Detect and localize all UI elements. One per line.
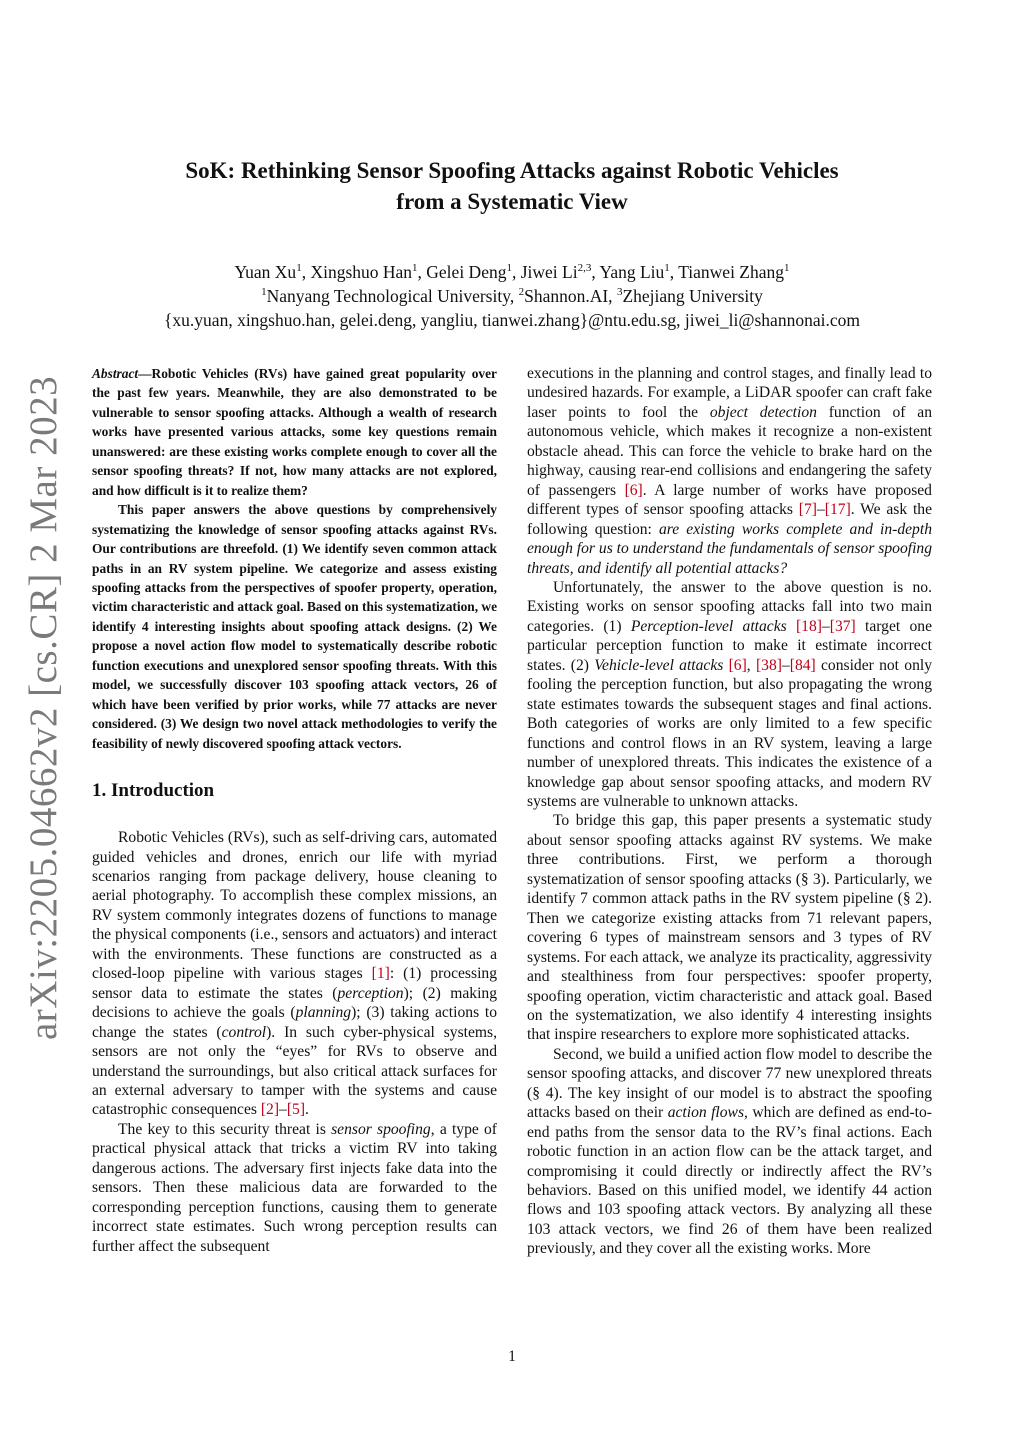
intro-paragraph-1 — [92, 828, 497, 1120]
intro-paragraph-3 — [527, 364, 932, 578]
author-affiliations — [0, 284, 1024, 308]
citation-link[interactable]: [17] — [824, 501, 851, 519]
right-column — [527, 364, 932, 1259]
citation-link[interactable]: [84] — [789, 656, 816, 674]
text-run: Robotic Vehicles (RVs), such as self-driving cars, automated guided vehicles and drones, enrich our life with myriad scenarios ranging from package delivery, house cleaning to aerial photography. To accomplish these complex missions, an RV system commonly integrates dozens of functions to manage the physical components (i.e., sensors and actuators) and interact with the environments. These functions are constructed as a closed-loop pipeline with various stages — [92, 829, 497, 983]
emphasis: Perception-level attacks — [630, 617, 787, 635]
emphasis: sensor spoofing — [331, 1120, 431, 1138]
emphasis: control — [221, 1023, 267, 1041]
abstract-paragraph-1 — [92, 364, 497, 500]
author-names — [0, 260, 1024, 284]
citation-link[interactable]: [5] — [286, 1101, 306, 1119]
intro-paragraph-2 — [92, 1120, 497, 1256]
author-block — [0, 260, 1024, 332]
author-affiliation-mark: 1 — [296, 262, 302, 274]
abstract-label: Abstract — [92, 366, 139, 381]
author-name: , Jiwei Li — [511, 262, 578, 282]
intro-paragraph-5: To bridge this gap, this paper presents a systematic study about sensor spoofing attacks against RV systems. We make three contributions. First, we perform a thorough systematization of sensor spoofing attacks (§ 3). Particularly, we identify 7 common attack paths in the RV system pipeline (§ 2). Then we categorize existing attacks from 71 relevant papers, covering 6 types of mainstream sensors and 3 types of RV systems. For each attack, we analyze its practicality, aggressivity and stealthiness from four perspectives: spoofer property, spoofing operation, victim characteristic and attack goal. Based on the systematization, we also identify 4 interesting insights that inspire researchers to explore more sophisticated attacks. — [527, 812, 932, 1044]
text-run: , a type of practical physical attack that tricks a victim RV into taking dangerous actions. The adversary first injects fake data into the sensors. Then these malicious data are forwarded to the corresponding perception functions, causing them to generate incorrect state estimates. Such wrong perception results can further affect the subsequent — [92, 1120, 497, 1255]
text-run: The key to this security threat is — [118, 1120, 332, 1138]
text-run: – — [781, 656, 790, 674]
text-run: , — [746, 656, 756, 674]
title-line-1: SoK: Rethinking Sensor Spoofing Attacks against Robotic Vehicles — [185, 158, 839, 183]
text-run: – — [821, 617, 830, 635]
citation-link[interactable]: [7] — [798, 501, 817, 519]
text-run: target one particular perception function to make it estimate incorrect states. (2) — [527, 617, 932, 674]
author-emails: {xu.yuan, xingshuo.han, gelei.deng, yangliu, tianwei.zhang}@ntu.edu.sg, jiwei_li@shannonai.com — [164, 310, 860, 330]
citation-link[interactable]: [1] — [371, 965, 390, 983]
affiliation: Zhejiang University — [622, 286, 763, 306]
author-name: , Xingshuo Han — [301, 262, 413, 282]
author-affiliation-mark: 2,3 — [577, 262, 592, 274]
abstract-text: —Robotic Vehicles (RVs) have gained great popularity over the past few years. Meanwhile, they are also demonstrated to be vulnerable to sensor spoofing attacks. Although a wealth of research works have presented various attacks, some key questions remain unanswered: are these existing works complete enough to cover all the sensor spoofing threats? If not, how many attacks are not explored, and how difficult is it to realize them? — [92, 366, 497, 498]
paper-title — [0, 155, 1024, 217]
intro-paragraph-4 — [527, 578, 932, 811]
affiliation: Shannon.AI, — [524, 286, 617, 306]
left-column — [92, 364, 497, 1256]
emphasis: object detection — [709, 403, 817, 421]
author-name: , Gelei Deng — [417, 262, 507, 282]
text-run: , which are defined as end-to-end paths from the sensor data to the RV’s final actions. Each robotic function in an action flow can be the attack target, and compromising it could directly or indirectly affect the RV’s behaviors. Based on this unified model, we identify 44 action flows and 103 spoofing attack vectors. By analyzing all these 103 attack vectors, we find 26 of them have been realized previously, and they cover all the existing works. More — [527, 1104, 932, 1258]
text-run: – — [816, 501, 825, 519]
abstract — [92, 364, 497, 753]
citation-link[interactable]: [37] — [829, 617, 856, 635]
citation-link[interactable]: [38] — [755, 656, 782, 674]
text-run: ); (2) making decisions to achieve the goals ( — [92, 984, 497, 1022]
intro-paragraph-6 — [527, 1045, 932, 1259]
section-heading-introduction: 1. Introduction — [92, 780, 215, 802]
emphasis: action flows — [667, 1104, 745, 1122]
text-run: ); (3) taking actions to change the states ( — [92, 1004, 498, 1041]
abstract-paragraph-2: This paper answers the above questions by comprehensively systematizing the knowledge of sensor spoofing attacks against RVs. Our contributions are threefold. (1) We identify seven common attack paths in an RV system pipeline. We categorize and assess existing spoofing attacks from the perspectives of spoofer property, operation, victim characteristic and attack goal. Based on this systematization, we identify 4 interesting insights about spoofing attack designs. (2) We propose a novel action flow model to systematically describe robotic function executions and unexplored sensor spoofing threats. With this model, we successfully discover 103 spoofing attack vectors, 26 of which have been verified by prior works, while 77 attacks are never considered. (3) We design two novel attack methodologies to verify the feasibility of newly discovered spoofing attack vectors. — [92, 502, 498, 751]
emphasis: perception — [337, 984, 404, 1002]
arxiv-side-stamp: arXiv:2205.04662v2 [cs.CR] 2 Mar 2023 — [22, 375, 65, 1040]
text-run: . A large number of works have proposed different types of sensor spoofing attacks — [527, 481, 932, 519]
citation-link[interactable]: [6] — [624, 481, 643, 499]
text-run: Second, we build a unified action flow model to describe the sensor spoofing attacks, and discover 77 new unexplored threats (§ 4). The key insight of our model is to abstract the spoofing attacks based on their — [527, 1045, 932, 1122]
text-run: ). In such cyber-physical systems, sensors are not only the “eyes” for RVs to observe and understand the surroundings, but also critical attack surfaces for an external adversary to tamper with the systems and cause catastrophic consequences — [92, 1023, 497, 1119]
author-affiliation-mark: 1 — [784, 262, 790, 274]
emphasis: are existing works complete and in-depth enough for us to understand the fundamentals of sensor spoofing threats, and identify all potential attacks? — [527, 520, 933, 577]
text-run: Unfortunately, the answer to the above question is no. Existing works on sensor spoofing attacks fall into two main categories. (1) — [527, 578, 932, 635]
affiliation: Nanyang Technological University, — [266, 286, 519, 306]
citation-link[interactable]: [6] — [728, 656, 747, 674]
text-run: executions in the planning and control stages, and finally lead to undesired hazards. For example, a LiDAR spoofer can craft fake laser points to fool the — [527, 365, 932, 421]
text-run: . We ask the following question: — [527, 501, 932, 538]
author-affiliation-mark: 1 — [664, 262, 670, 274]
author-affiliation-mark: 1 — [506, 262, 512, 274]
author-affiliation-mark: 1 — [412, 262, 418, 274]
author-name: Yuan Xu — [234, 262, 297, 282]
author-name: , Yang Liu — [591, 262, 665, 282]
page-number: 1 — [508, 1348, 516, 1365]
affiliation-mark: 3 — [616, 286, 623, 298]
text-run: function of an autonomous vehicle, which makes it recognize a non-existent obstacle ahead. This can force the vehicle to brake hard on the highway, causing rear-end collisions and endangering the safety of passengers — [527, 403, 932, 499]
affiliation-mark: 2 — [518, 286, 525, 298]
emphasis: planning — [295, 1004, 352, 1022]
text-run: . — [305, 1101, 309, 1119]
title-line-2: from a Systematic View — [396, 189, 628, 214]
citation-link[interactable]: [18] — [795, 617, 822, 635]
citation-link[interactable]: [2] — [260, 1101, 280, 1119]
text-run: – — [279, 1101, 287, 1119]
emphasis: Vehicle-level attacks — [594, 656, 724, 674]
text-run: consider not only fooling the perception function, but also propagating the wrong state estimates towards the subsequent stages and final actions. Both categories of works are only limited to a few specific functions and control flows in an RV system, leaving a large number of unexplored threats. This indicates the existence of a knowledge gap about sensor spoofing attacks, and modern RV systems are vulnerable to unknown attacks. — [527, 656, 933, 810]
text-run: : (1) processing sensor data to estimate the states ( — [92, 965, 497, 1002]
affiliation-mark: 1 — [261, 286, 267, 298]
author-name: , Tianwei Zhang — [669, 262, 785, 282]
